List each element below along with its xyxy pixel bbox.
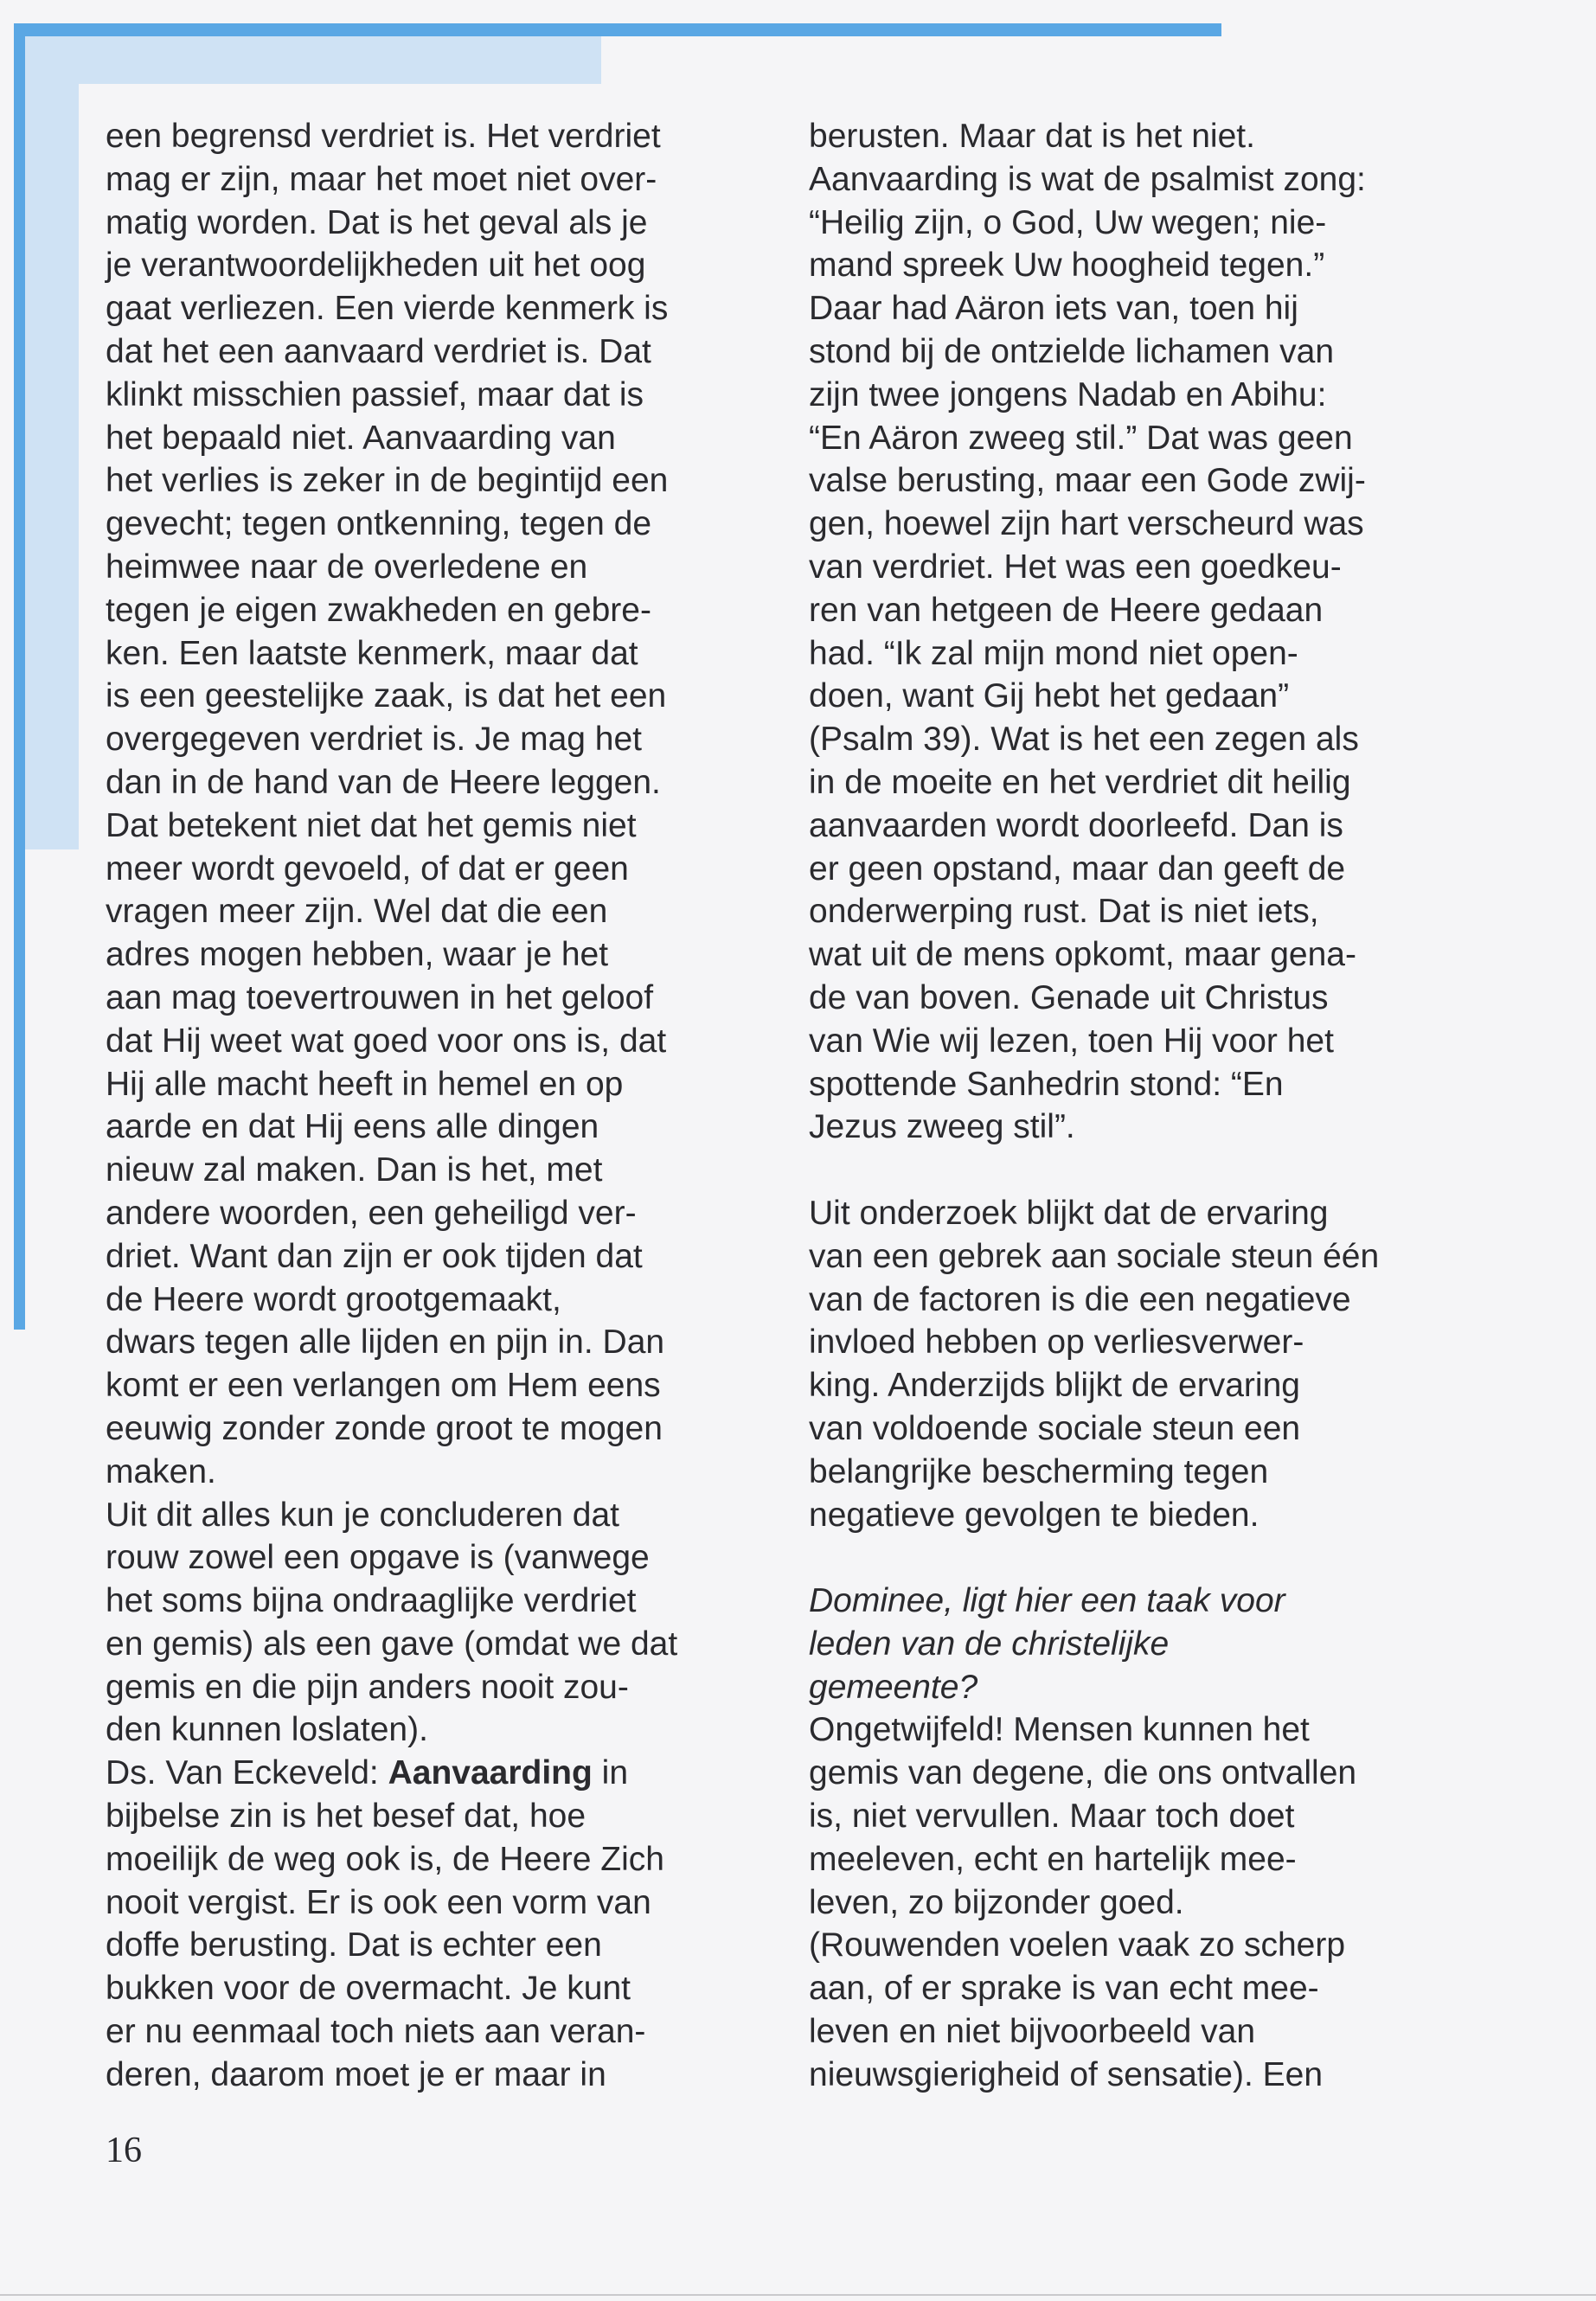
text-line: king. Anderzijds blijkt de ervaring [809, 1367, 1300, 1405]
text-line: spottende Sanhedrin stond: “En [809, 1065, 1284, 1103]
text-line: aarde en dat Hij eens alle dingen [106, 1108, 599, 1146]
interview-question [809, 1580, 1432, 1708]
text-line: het bepaald niet. Aanvaarding van [106, 419, 616, 457]
text-line: zijn twee jongens Nadab en Abihu: [809, 375, 1327, 413]
text-line: matig worden. Dat is het geval als je [106, 203, 648, 241]
text-line: Ongetwijfeld! Mensen kunnen het [809, 1711, 1310, 1749]
text-line: Aanvaarding is wat de psalmist zong: [809, 160, 1366, 198]
text-line: vragen meer zijn. Wel dat die een [106, 893, 608, 931]
top-accent-rule [16, 23, 1221, 36]
text-line: een begrensd verdriet is. Het verdriet [106, 118, 661, 155]
text-line: rouw zowel een opgave is (vanwege [106, 1539, 650, 1577]
text-line: den kunnen loslaten). [106, 1711, 428, 1749]
text-line: had. “Ik zal mijn mond niet open- [809, 634, 1298, 672]
right-column-paragraph-1 [809, 115, 1432, 1149]
text-line: het verlies is zeker in de begintijd een [106, 462, 669, 500]
text-line: deren, daarom moet je er maar in [106, 2055, 606, 2093]
text-line: “Heilig zijn, o God, Uw wegen; nie- [809, 203, 1327, 241]
question-line: gemeente? [809, 1668, 978, 1706]
text-line: van verdriet. Het was een goedkeu- [809, 548, 1342, 586]
text-line: doffe berusting. Dat is echter een [106, 1926, 602, 1965]
text-line: leven, zo bijzonder goed. [809, 1883, 1184, 1921]
text-line: komt er een verlangen om Hem eens [106, 1367, 661, 1405]
text-line: gevecht; tegen ontkenning, tegen de [106, 505, 652, 543]
speaker-suffix: in [592, 1754, 629, 1792]
text-line: de Heere wordt grootgemaakt, [106, 1280, 561, 1318]
text-line: Uit dit alles kun je concluderen dat [106, 1496, 620, 1534]
text-line: aanvaarden wordt doorleefd. Dan is [809, 806, 1343, 844]
text-line: wat uit de mens opkomt, maar gena- [809, 936, 1356, 974]
text-line: tegen je eigen zwakheden en gebre- [106, 591, 651, 629]
decorative-blue-panel-side [25, 84, 79, 849]
right-column-paragraph-2 [809, 1192, 1432, 1536]
question-line: leden van de christelijke [809, 1625, 1170, 1663]
text-line: gaat verliezen. Een vierde kenmerk is [106, 290, 669, 328]
paragraph-gap [809, 1536, 1432, 1580]
text-line: Jezus zweeg stil”. [809, 1108, 1075, 1146]
page-number: 16 [106, 2131, 142, 2170]
text-line: invloed hebben op verliesverwer- [809, 1324, 1304, 1362]
text-line: Uit onderzoek blijkt dat de ervaring [809, 1194, 1329, 1232]
left-text-column [106, 115, 728, 2097]
text-line: van Wie wij lezen, toen Hij voor het [809, 1022, 1334, 1060]
text-line: Hij alle macht heeft in hemel en op [106, 1065, 624, 1103]
paragraph-gap [809, 1149, 1432, 1192]
text-line: bukken voor de overmacht. Je kunt [106, 1970, 631, 2008]
text-line: dan in de hand van de Heere leggen. [106, 763, 661, 801]
speaker-prefix: Ds. Van Eckeveld: [106, 1754, 388, 1792]
text-line: van een gebrek aan sociale steun één [809, 1237, 1380, 1275]
speaker-keyword: Aanvaarding [388, 1754, 593, 1792]
text-line: (Rouwenden voelen vaak zo scherp [809, 1926, 1346, 1965]
bottom-edge-rule [0, 2294, 1596, 2296]
text-line: berusten. Maar dat is het niet. [809, 118, 1255, 155]
text-line: is een geestelijke zaak, is dat het een [106, 677, 667, 715]
text-line: doen, want Gij hebt het gedaan” [809, 677, 1290, 715]
decorative-blue-panel [25, 36, 601, 84]
text-line: onderwerping rust. Dat is niet iets, [809, 893, 1319, 931]
text-line: (Psalm 39). Wat is het een zegen als [809, 721, 1359, 759]
text-line: de van boven. Genade uit Christus [809, 978, 1329, 1016]
text-line: “En Aäron zweeg stil.” Dat was geen [809, 419, 1353, 457]
text-line: aan, of er sprake is van echt mee- [809, 1970, 1319, 2008]
question-line: Dominee, ligt hier een taak voor [809, 1582, 1285, 1620]
text-line: eeuwig zonder zonde groot te mogen [106, 1409, 663, 1447]
text-line: dat het een aanvaard verdriet is. Dat [106, 332, 651, 370]
text-line: gemis van degene, die ons ontvallen [809, 1754, 1357, 1792]
text-line: nooit vergist. Er is ook een vorm van [106, 1883, 651, 1921]
text-line: dwars tegen alle lijden en pijn in. Dan [106, 1324, 665, 1362]
text-line: van de factoren is die een negatieve [809, 1280, 1351, 1318]
text-line: in de moeite en het verdriet dit heilig [809, 763, 1351, 801]
text-line: heimwee naar de overledene en [106, 548, 588, 586]
text-line: maken. [106, 1452, 216, 1490]
text-line: het soms bijna ondraaglijke verdriet [106, 1582, 637, 1620]
text-line: gen, hoewel zijn hart verscheurd was [809, 505, 1364, 543]
text-line: negatieve gevolgen te bieden. [809, 1496, 1259, 1534]
text-line: valse berusting, maar een Gode zwij- [809, 462, 1366, 500]
text-line: ken. Een laatste kenmerk, maar dat [106, 634, 638, 672]
text-line: mand spreek Uw hoogheid tegen.” [809, 247, 1325, 285]
text-line: je verantwoordelijkheden uit het oog [106, 247, 646, 285]
text-line: er nu eenmaal toch niets aan veran- [106, 2013, 646, 2051]
left-column-end-lines [106, 1795, 728, 2097]
text-line: andere woorden, een geheiligd ver- [106, 1194, 637, 1232]
text-line: driet. Want dan zijn er ook tijden dat [106, 1237, 643, 1275]
text-line: stond bij de ontzielde lichamen van [809, 332, 1335, 370]
text-line: belangrijke bescherming tegen [809, 1452, 1269, 1490]
text-line: er geen opstand, maar dan geeft de [809, 849, 1346, 888]
left-column-lines [106, 115, 728, 1752]
text-line: dat Hij weet wat goed voor ons is, dat [106, 1022, 667, 1060]
text-line: Dat betekent niet dat het gemis niet [106, 806, 637, 844]
text-line: aan mag toevertrouwen in het geloof [106, 978, 654, 1016]
left-accent-rule [14, 23, 25, 1330]
text-line: overgegeven verdriet is. Je mag het [106, 721, 643, 759]
text-line: leven en niet bijvoorbeeld van [809, 2013, 1256, 2051]
text-line: nieuwsgierigheid of sensatie). Een [809, 2055, 1324, 2093]
text-line: bijbelse zin is het besef dat, hoe [106, 1798, 586, 1836]
text-line: ren van hetgeen de Heere gedaan [809, 591, 1324, 629]
text-line: van voldoende sociale steun een [809, 1409, 1301, 1447]
right-text-column [809, 115, 1432, 2097]
text-line: klinkt misschien passief, maar dat is [106, 375, 644, 413]
speaker-line [106, 1752, 728, 1795]
text-line: meer wordt gevoeld, of dat er geen [106, 849, 629, 888]
text-line: nieuw zal maken. Dan is het, met [106, 1151, 603, 1189]
text-line: meeleven, echt en hartelijk mee- [809, 1840, 1297, 1878]
text-line: en gemis) als een gave (omdat we dat [106, 1625, 678, 1663]
text-line: Daar had Aäron iets van, toen hij [809, 290, 1298, 328]
text-line: gemis en die pijn anders nooit zou- [106, 1668, 629, 1706]
text-line: adres mogen hebben, waar je het [106, 936, 609, 974]
text-line: mag er zijn, maar het moet niet over- [106, 160, 657, 198]
text-line: moeilijk de weg ook is, de Heere Zich [106, 1840, 664, 1878]
text-line: is, niet vervullen. Maar toch doet [809, 1798, 1295, 1836]
right-column-paragraph-3 [809, 1708, 1432, 2096]
